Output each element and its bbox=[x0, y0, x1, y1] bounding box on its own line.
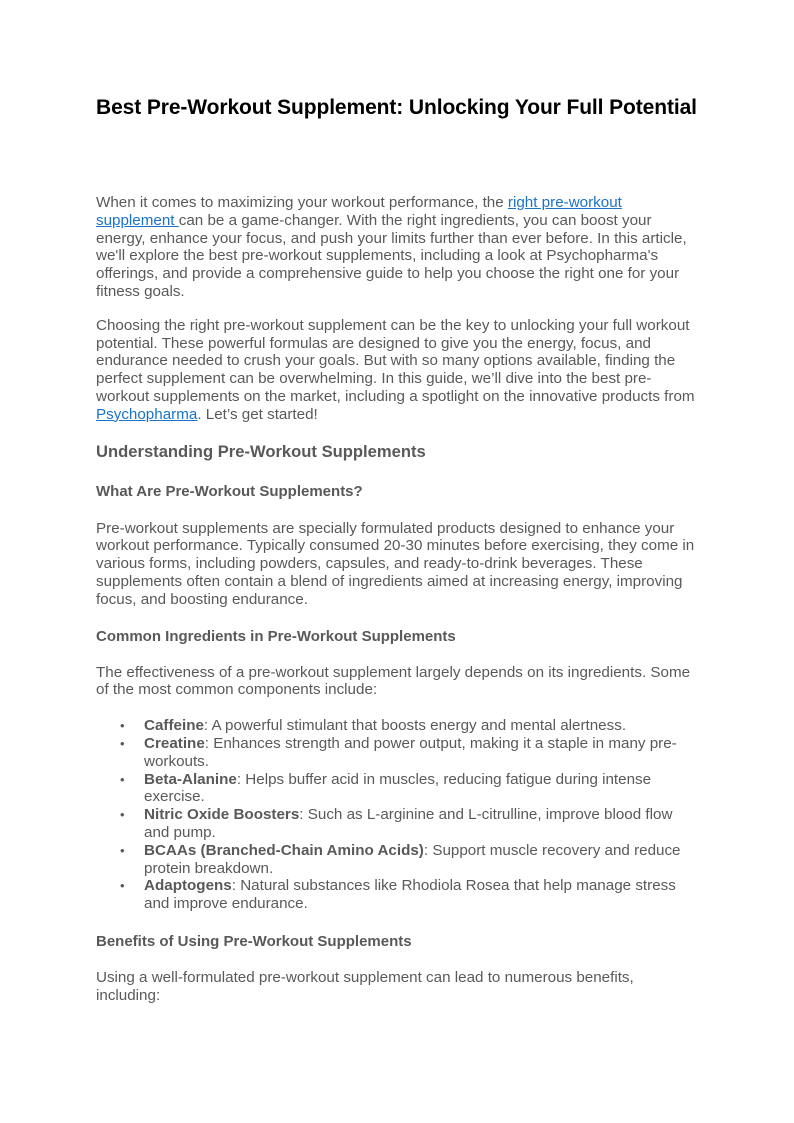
ingredient-term: Creatine bbox=[144, 734, 205, 752]
intro-text-start: When it comes to maximizing your workout performance, the bbox=[96, 194, 508, 211]
intro-paragraph bbox=[96, 194, 700, 301]
what-are-heading: What Are Pre-Workout Supplements? bbox=[96, 482, 363, 500]
ingredient-term: Caffeine bbox=[144, 717, 204, 735]
what-are-paragraph: Pre-workout supplements are specially formulated products designed to enhance your workout performance. Typically consumed 20-30 minutes before exercising, they come in various forms, including powders, capsules, and ready-to-drink beverages. These supplements often contain a blend of ingredients aimed at increasing energy, improving focus, and boosting endurance. bbox=[96, 519, 695, 608]
psychopharma-link[interactable]: Psychopharma bbox=[96, 405, 198, 423]
list-item bbox=[120, 877, 700, 913]
ingredient-term: BCAAs (Branched-Chain Amino Acids) bbox=[144, 841, 424, 859]
list-item bbox=[120, 770, 700, 807]
choosing-text-end: . Let’s get started! bbox=[197, 405, 318, 423]
bullet-icon: • bbox=[120, 718, 125, 734]
list-item bbox=[120, 841, 700, 878]
right-pre-workout-link[interactable]: right pre-workout supplement bbox=[96, 194, 622, 229]
choosing-text-start: Choosing the right pre-workout supplement can be the key to unlocking your full workout potential. These powerful formulas are designed to give you the energy, focus, and endurance needed to crush your goals. But with so many options available, finding the perfect supplement can be overwhelming. In this guide, we’ll dive into the best pre-workout supplements on the market, including a spotlight on the innovative products from bbox=[96, 316, 695, 405]
ingredient-term: Beta-Alanine bbox=[144, 770, 237, 788]
list-item bbox=[120, 806, 700, 842]
ingredient-term: Nitric Oxide Boosters bbox=[144, 806, 300, 824]
ingredients-list bbox=[96, 717, 700, 913]
ingredient-desc: : Support muscle recovery and reduce protein breakdown. bbox=[144, 841, 681, 877]
ingredient-desc: : A powerful stimulant that boosts energy and mental alertness. bbox=[203, 717, 627, 735]
ingredient-desc: : Such as L-arginine and L-citrulline, improve blood flow and pump. bbox=[144, 806, 673, 841]
article-title: Best Pre-Workout Supplement: Unlocking Your Full Potential bbox=[96, 96, 697, 119]
document-page bbox=[96, 95, 700, 1005]
ingredient-desc: : Enhances strength and power output, making it a staple in many pre-workouts. bbox=[144, 734, 677, 770]
intro-text-end: can be a game-changer. With the right ingredients, you can boost your energy, enhance your focus, and push your limits further than ever before. In this article, we'll explore the best pre-workout supplements, including a look at Psychopharma's offerings, and provide a comprehensive guide to help you choose the right one for your fitness goals. bbox=[96, 211, 687, 300]
common-ingredients-paragraph: The effectiveness of a pre-workout supplement largely depends on its ingredients. Some of the most common components include: bbox=[96, 663, 691, 699]
choosing-paragraph bbox=[96, 317, 700, 424]
bullet-icon: • bbox=[120, 807, 125, 823]
benefits-paragraph: Using a well-formulated pre-workout supplement can lead to numerous benefits, including: bbox=[96, 968, 634, 1004]
common-ingredients-heading: Common Ingredients in Pre-Workout Supplements bbox=[96, 627, 456, 645]
bullet-icon: • bbox=[120, 842, 125, 858]
benefits-heading: Benefits of Using Pre-Workout Supplements bbox=[96, 932, 412, 950]
ingredient-desc: : Helps buffer acid in muscles, reducing fatigue during intense exercise. bbox=[144, 770, 652, 806]
bullet-icon: • bbox=[120, 771, 125, 787]
understanding-heading: Understanding Pre-Workout Supplements bbox=[96, 441, 426, 461]
ingredient-desc: : Natural substances like Rhodiola Rosea that help manage stress and improve endurance. bbox=[144, 877, 676, 913]
bullet-icon: • bbox=[120, 735, 125, 751]
list-item bbox=[120, 717, 700, 735]
list-item bbox=[120, 734, 700, 771]
bullet-icon: • bbox=[120, 878, 125, 894]
ingredient-term: Adaptogens bbox=[144, 877, 232, 895]
